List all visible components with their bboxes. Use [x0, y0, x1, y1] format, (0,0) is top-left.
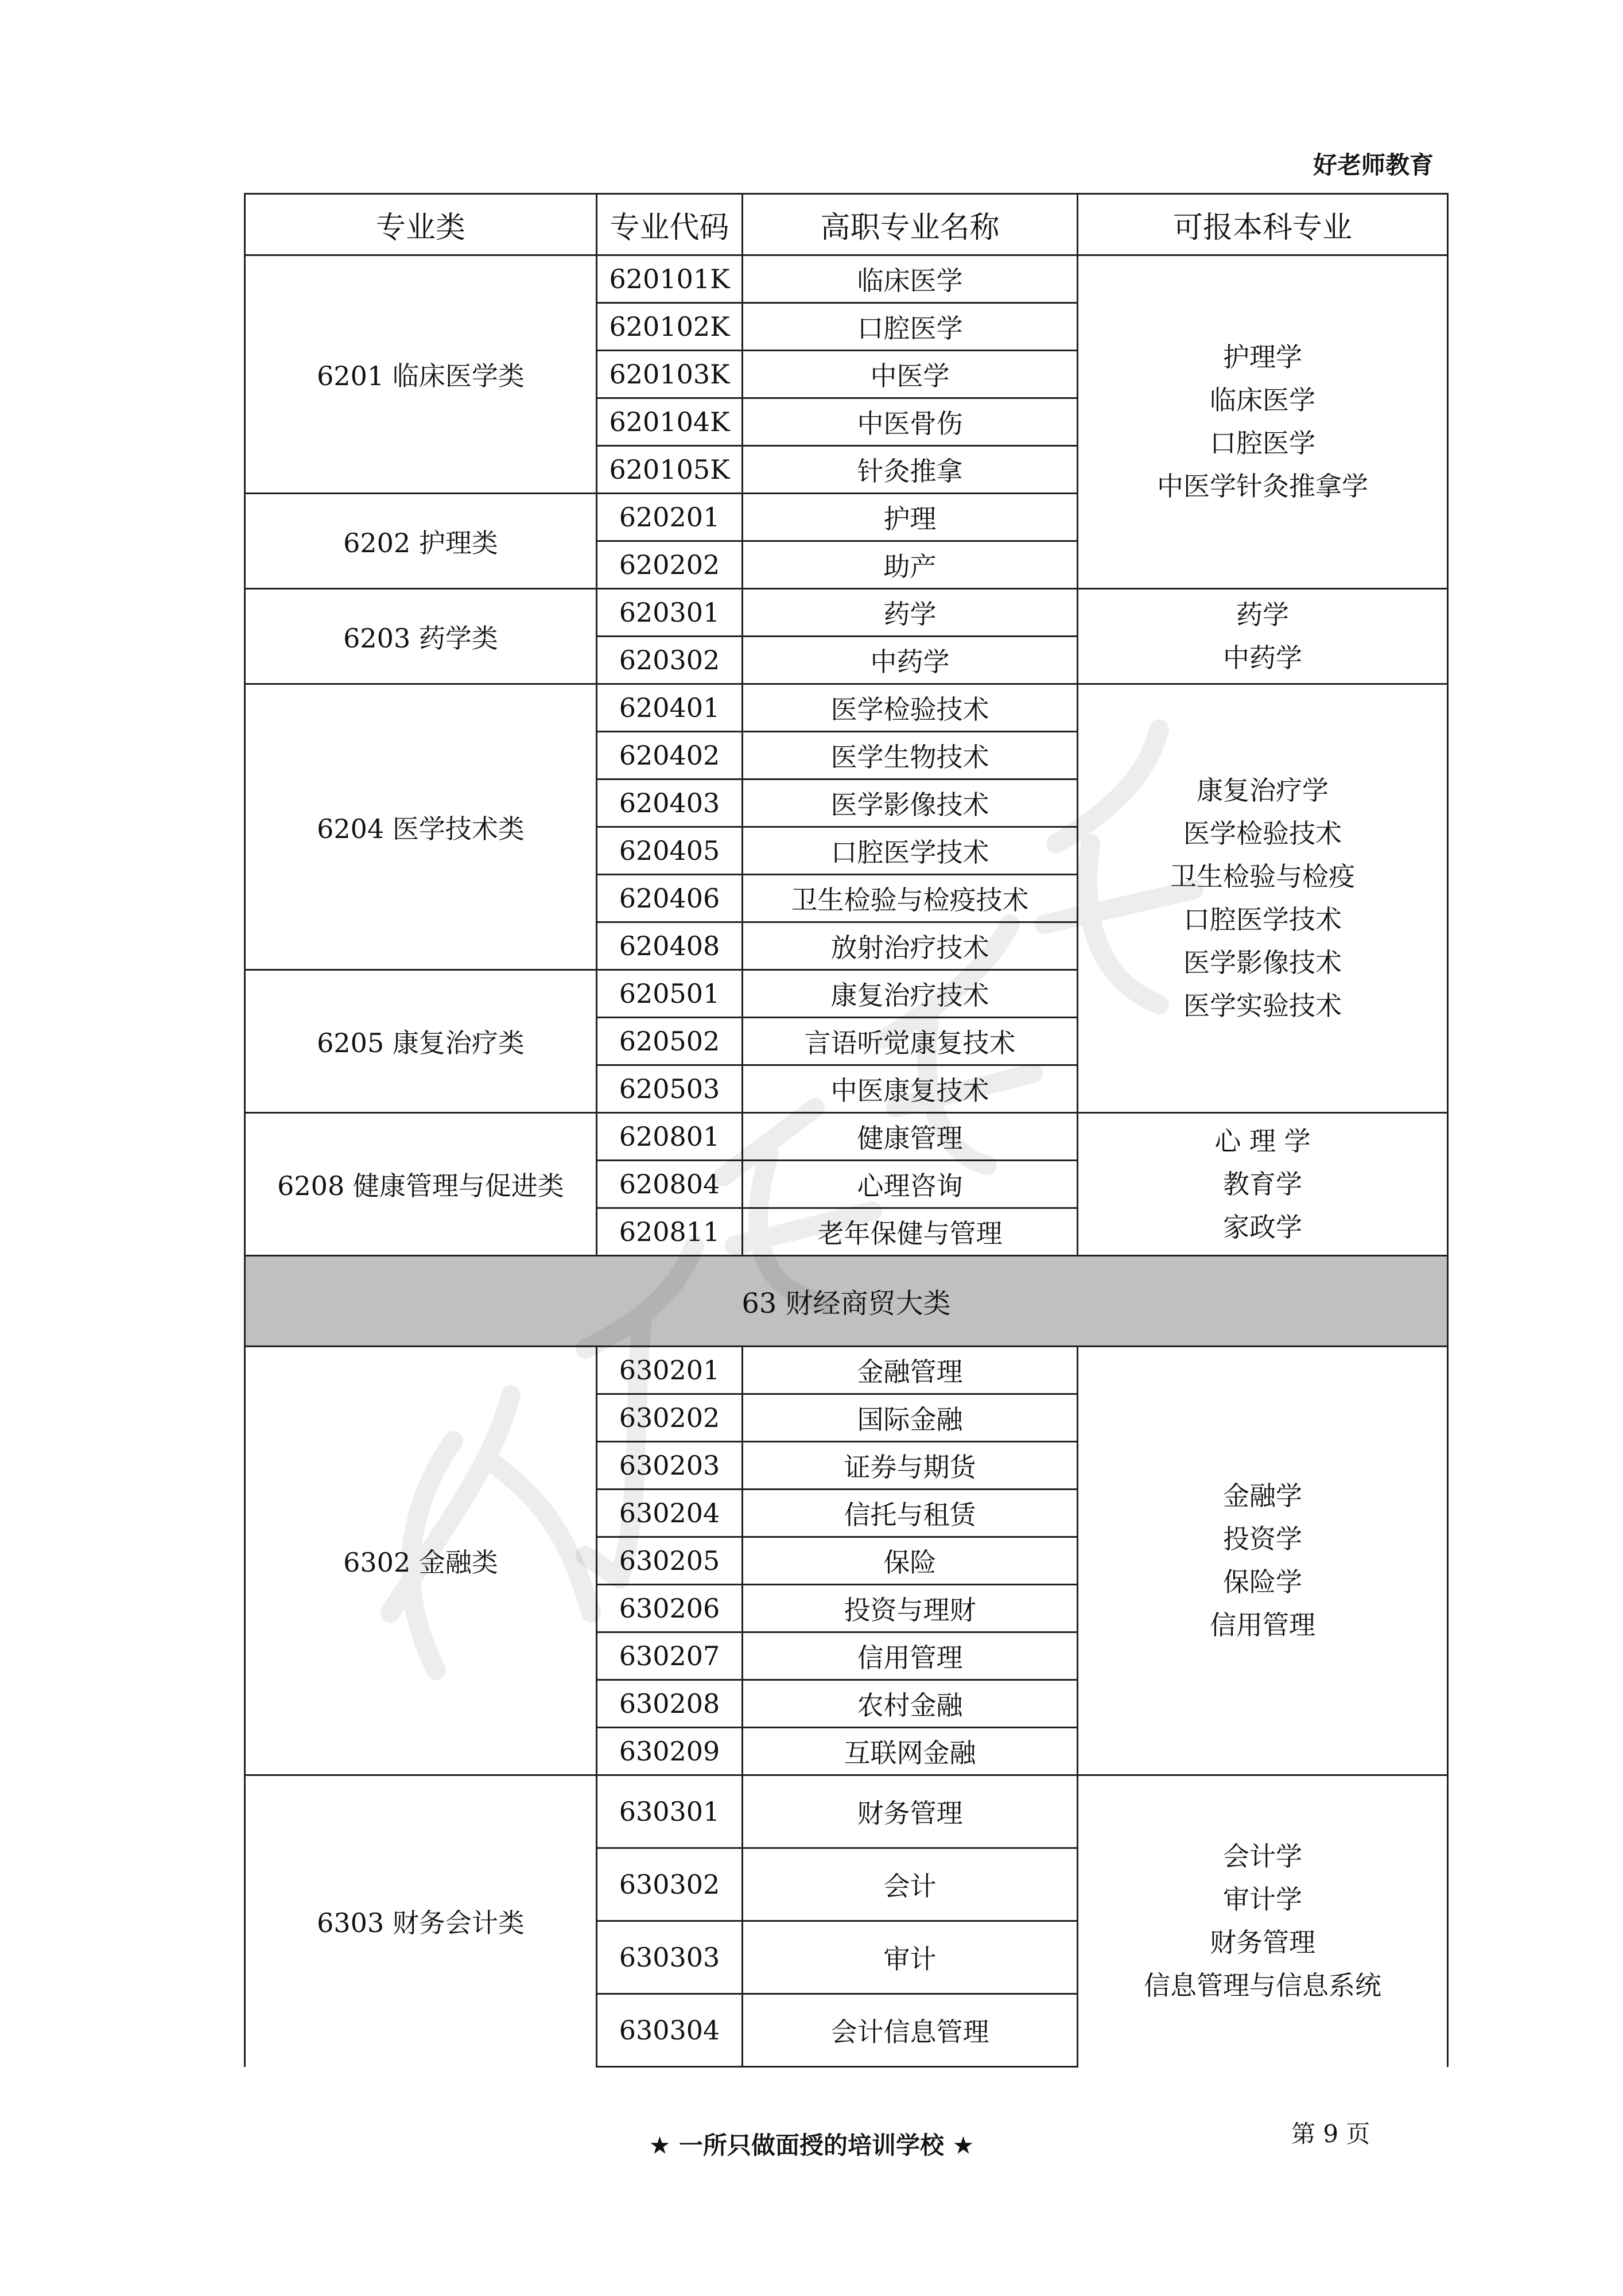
divider-label: 63 财经商贸大类 — [245, 1256, 1448, 1347]
category-cell: 6303 财务会计类 — [245, 1775, 597, 2067]
vocational-name-cell: 口腔医学 — [743, 303, 1078, 351]
code-cell: 620408 — [597, 922, 743, 970]
table-row — [245, 1113, 1448, 1161]
vocational-name-cell: 心理咨询 — [743, 1161, 1078, 1208]
undergrad-cell — [1078, 1775, 1448, 2067]
vocational-name-cell: 针灸推拿 — [743, 446, 1078, 494]
code-cell: 620503 — [597, 1065, 743, 1113]
table-row — [245, 255, 1448, 303]
code-cell: 620105K — [597, 446, 743, 494]
vocational-name-cell: 证券与期货 — [743, 1442, 1078, 1490]
code-cell: 630209 — [597, 1728, 743, 1775]
vocational-name-cell: 投资与理财 — [743, 1585, 1078, 1632]
vocational-name-cell: 审计 — [743, 1921, 1078, 1994]
code-cell: 630202 — [597, 1394, 743, 1442]
vocational-name-cell: 会计信息管理 — [743, 1994, 1078, 2067]
code-cell: 620401 — [597, 684, 743, 732]
category-cell: 6204 医学技术类 — [245, 684, 597, 970]
header-code: 专业代码 — [597, 194, 743, 255]
code-cell: 620811 — [597, 1208, 743, 1256]
header-vocational-name: 高职专业名称 — [743, 194, 1078, 255]
category-cell: 6203 药学类 — [245, 589, 597, 684]
vocational-name-cell: 临床医学 — [743, 255, 1078, 303]
undergrad-major: 家政学 — [1223, 1211, 1302, 1243]
code-cell: 620102K — [597, 303, 743, 351]
vocational-name-cell: 医学影像技术 — [743, 779, 1078, 827]
category-cell: 6302 金融类 — [245, 1347, 597, 1775]
code-cell: 620201 — [597, 494, 743, 541]
vocational-name-cell: 医学检验技术 — [743, 684, 1078, 732]
vocational-name-cell: 康复治疗技术 — [743, 970, 1078, 1018]
undergrad-major: 金融学 — [1223, 1480, 1302, 1511]
code-cell: 630207 — [597, 1632, 743, 1680]
code-cell: 630301 — [597, 1775, 743, 1848]
undergrad-major: 审计学 — [1223, 1884, 1302, 1915]
undergrad-major: 医学实验技术 — [1183, 990, 1342, 1021]
code-cell: 630205 — [597, 1537, 743, 1585]
undergrad-cell — [1078, 589, 1448, 684]
vocational-name-cell: 护理 — [743, 494, 1078, 541]
vocational-name-cell: 保险 — [743, 1537, 1078, 1585]
vocational-name-cell: 助产 — [743, 541, 1078, 589]
undergrad-major: 中医学针灸推拿学 — [1157, 471, 1368, 502]
category-cell: 6208 健康管理与促进类 — [245, 1113, 597, 1256]
code-cell: 620405 — [597, 827, 743, 875]
table-row — [245, 589, 1448, 637]
table-row — [245, 684, 1448, 732]
header-undergrad: 可报本科专业 — [1078, 194, 1448, 255]
table-body-finance — [245, 1347, 1448, 2067]
code-cell: 620801 — [597, 1113, 743, 1161]
vocational-name-cell: 言语听觉康复技术 — [743, 1018, 1078, 1065]
undergrad-cell — [1078, 684, 1448, 1113]
vocational-name-cell: 信用管理 — [743, 1632, 1078, 1680]
undergrad-major: 会计学 — [1223, 1841, 1302, 1872]
vocational-name-cell: 会计 — [743, 1848, 1078, 1921]
category-cell: 6202 护理类 — [245, 494, 597, 589]
vocational-name-cell: 药学 — [743, 589, 1078, 637]
undergrad-major: 药学 — [1236, 599, 1289, 630]
code-cell: 620502 — [597, 1018, 743, 1065]
undergrad-major: 口腔医学技术 — [1183, 904, 1342, 935]
vocational-name-cell: 中医康复技术 — [743, 1065, 1078, 1113]
header-category: 专业类 — [245, 194, 597, 255]
page-number: 第 9 页 — [1291, 2120, 1370, 2148]
vocational-name-cell: 互联网金融 — [743, 1728, 1078, 1775]
undergrad-major: 信息管理与信息系统 — [1144, 1970, 1381, 2002]
undergrad-cell — [1078, 1113, 1448, 1256]
code-cell: 630303 — [597, 1921, 743, 1994]
undergrad-major: 医学影像技术 — [1183, 947, 1342, 978]
code-cell: 620104K — [597, 398, 743, 446]
code-cell: 620301 — [597, 589, 743, 637]
undergrad-major: 教育学 — [1223, 1168, 1302, 1200]
vocational-name-cell: 健康管理 — [743, 1113, 1078, 1161]
code-cell: 620101K — [597, 255, 743, 303]
footer-slogan: ★ 一所只做面授的培训学校 ★ — [649, 2131, 974, 2159]
code-cell: 630302 — [597, 1848, 743, 1921]
undergrad-major: 中药学 — [1223, 642, 1302, 673]
category-cell: 6205 康复治疗类 — [245, 970, 597, 1113]
undergrad-major: 口腔医学 — [1210, 428, 1315, 459]
code-cell: 630204 — [597, 1490, 743, 1537]
table-divider — [245, 1256, 1448, 1347]
code-cell: 620302 — [597, 637, 743, 684]
code-cell: 630208 — [597, 1680, 743, 1728]
code-cell: 620403 — [597, 779, 743, 827]
undergrad-cell — [1078, 1347, 1448, 1775]
vocational-name-cell: 金融管理 — [743, 1347, 1078, 1394]
code-cell: 620804 — [597, 1161, 743, 1208]
majors-table — [244, 193, 1449, 2068]
table-row — [245, 1347, 1448, 1394]
undergrad-major: 财务管理 — [1210, 1927, 1315, 1958]
vocational-name-cell: 医学生物技术 — [743, 732, 1078, 779]
brand-name: 好老师教育 — [1313, 151, 1434, 179]
undergrad-major: 康复治疗学 — [1197, 775, 1329, 806]
undergrad-major: 投资学 — [1223, 1523, 1302, 1554]
vocational-name-cell: 国际金融 — [743, 1394, 1078, 1442]
undergrad-major: 护理学 — [1223, 342, 1302, 373]
table-body-medical — [245, 255, 1448, 1256]
code-cell: 620202 — [597, 541, 743, 589]
code-cell: 620402 — [597, 732, 743, 779]
code-cell: 630201 — [597, 1347, 743, 1394]
vocational-name-cell: 信托与租赁 — [743, 1490, 1078, 1537]
code-cell: 620103K — [597, 351, 743, 398]
vocational-name-cell: 中医骨伤 — [743, 398, 1078, 446]
vocational-name-cell: 中药学 — [743, 637, 1078, 684]
code-cell: 630206 — [597, 1585, 743, 1632]
undergrad-major: 心 理 学 — [1214, 1125, 1311, 1157]
vocational-name-cell: 口腔医学技术 — [743, 827, 1078, 875]
undergrad-major: 临床医学 — [1210, 385, 1315, 416]
header-row — [245, 194, 1448, 255]
vocational-name-cell: 农村金融 — [743, 1680, 1078, 1728]
category-cell: 6201 临床医学类 — [245, 255, 597, 494]
code-cell: 620406 — [597, 875, 743, 922]
vocational-name-cell: 老年保健与管理 — [743, 1208, 1078, 1256]
divider-row — [245, 1256, 1448, 1347]
undergrad-major: 卫生检验与检疫 — [1170, 861, 1355, 892]
vocational-name-cell: 中医学 — [743, 351, 1078, 398]
undergrad-major: 保险学 — [1223, 1566, 1302, 1597]
vocational-name-cell: 财务管理 — [743, 1775, 1078, 1848]
vocational-name-cell: 放射治疗技术 — [743, 922, 1078, 970]
undergrad-cell — [1078, 255, 1448, 589]
code-cell: 630203 — [597, 1442, 743, 1490]
vocational-name-cell: 卫生检验与检疫技术 — [743, 875, 1078, 922]
undergrad-major: 医学检验技术 — [1183, 818, 1342, 849]
code-cell: 620501 — [597, 970, 743, 1018]
undergrad-major: 信用管理 — [1210, 1609, 1315, 1640]
code-cell: 630304 — [597, 1994, 743, 2067]
table-row — [245, 1775, 1448, 1848]
